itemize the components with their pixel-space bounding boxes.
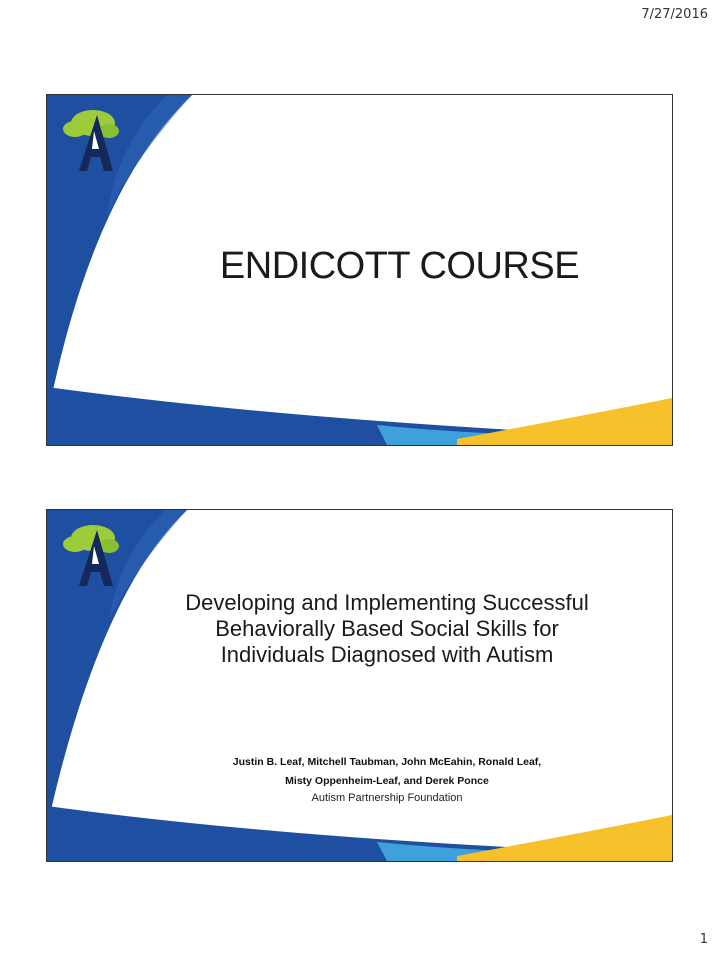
organization: Autism Partnership Foundation — [311, 792, 463, 804]
slide-1 — [46, 94, 673, 446]
slide-2 — [46, 509, 673, 862]
slide-background-swooshes — [47, 510, 672, 861]
page-date: 7/27/2016 — [641, 7, 708, 22]
page-number: 1 — [699, 932, 708, 947]
slide-2-title: Developing and Implementing Successful Behaviorally Based Social Skills for Individuals Diagnosed with Autism — [185, 590, 589, 667]
tree-letter-a-logo-icon — [57, 518, 127, 590]
authors — [147, 753, 627, 791]
authors-line-1: Justin B. Leaf, Mitchell Taubman, John McEahin, Ronald Leaf, — [232, 756, 542, 768]
slide-1-title: ENDICOTT COURSE — [219, 245, 580, 287]
tree-letter-a-logo-icon — [57, 103, 127, 175]
authors-line-2: Misty Oppenheim-Leaf, and Derek Ponce — [285, 775, 489, 787]
